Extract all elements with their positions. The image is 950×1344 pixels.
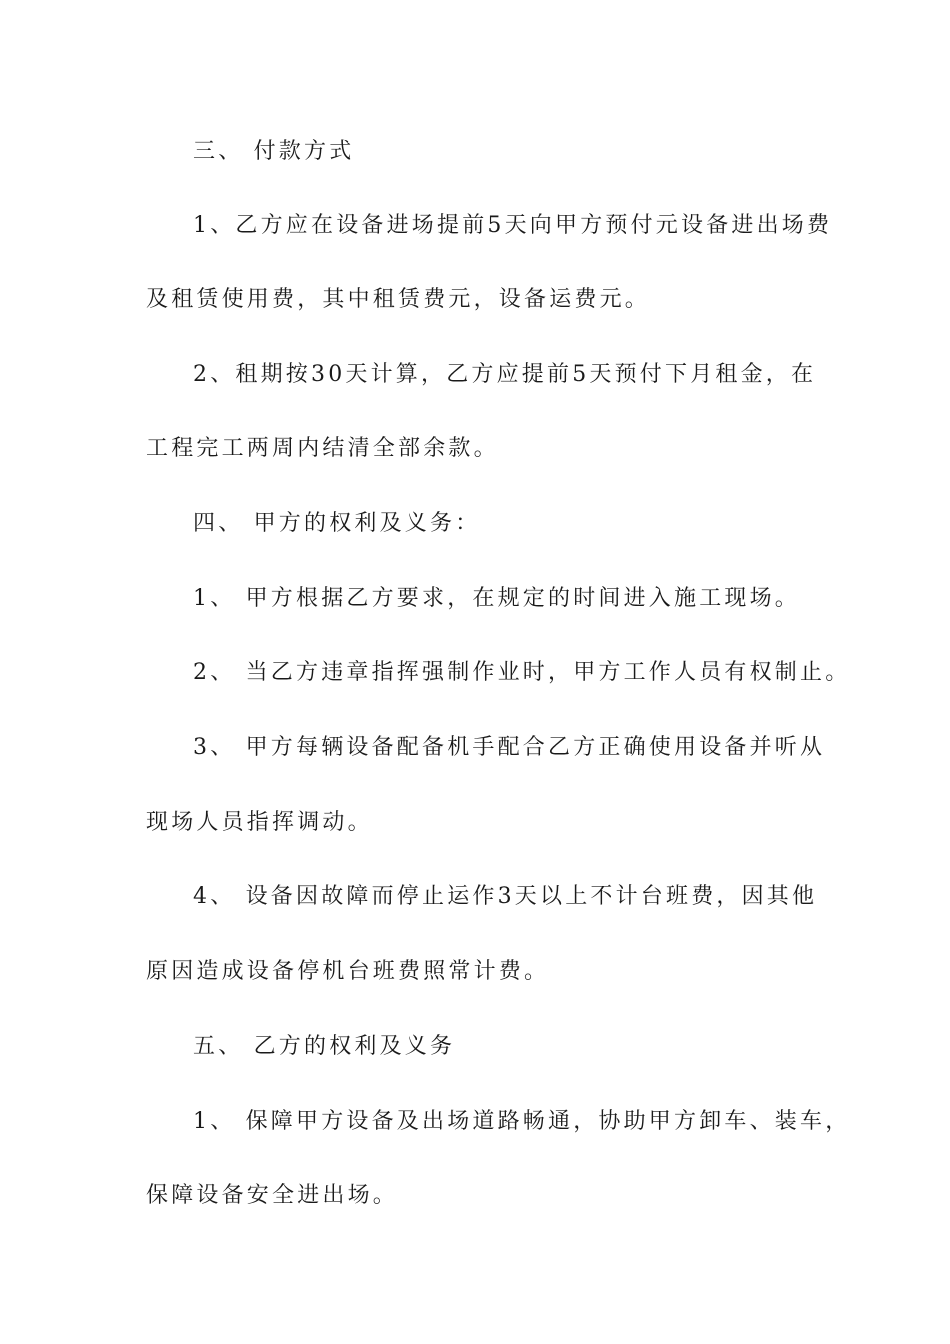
paragraph-line: 原因造成设备停机台班费照常计费。 — [146, 959, 550, 984]
paragraph-line: 保障设备安全进出场。 — [146, 1183, 399, 1208]
section-heading-party-a: 四、 甲方的权利及义务： — [193, 511, 481, 536]
paragraph-line: 及租赁使用费，其中租赁费元，设备运费元。 — [146, 287, 651, 312]
paragraph-line: 工程完工两周内结清全部余款。 — [146, 436, 499, 461]
paragraph-line: 1、乙方应在设备进场提前5天向甲方预付元设备进出场费 — [193, 213, 833, 238]
section-heading-payment: 三、 付款方式 — [193, 139, 355, 164]
paragraph-line: 3、 甲方每辆设备配备机手配合乙方正确使用设备并听从 — [193, 735, 826, 760]
paragraph-line: 现场人员指挥调动。 — [146, 810, 373, 835]
paragraph-line: 2、 当乙方违章指挥强制作业时，甲方工作人员有权制止。 — [193, 660, 851, 685]
section-heading-party-b: 五、 乙方的权利及义务 — [193, 1034, 456, 1059]
paragraph-line: 1、 甲方根据乙方要求，在规定的时间进入施工现场。 — [193, 586, 800, 611]
paragraph-line: 1、 保障甲方设备及出场道路畅通，协助甲方卸车、装车， — [193, 1109, 851, 1134]
paragraph-line: 4、 设备因故障而停止运作3天以上不计台班费，因其他 — [193, 884, 818, 909]
paragraph-line: 2、租期按30天计算，乙方应提前5天预付下月租金，在 — [193, 362, 817, 387]
